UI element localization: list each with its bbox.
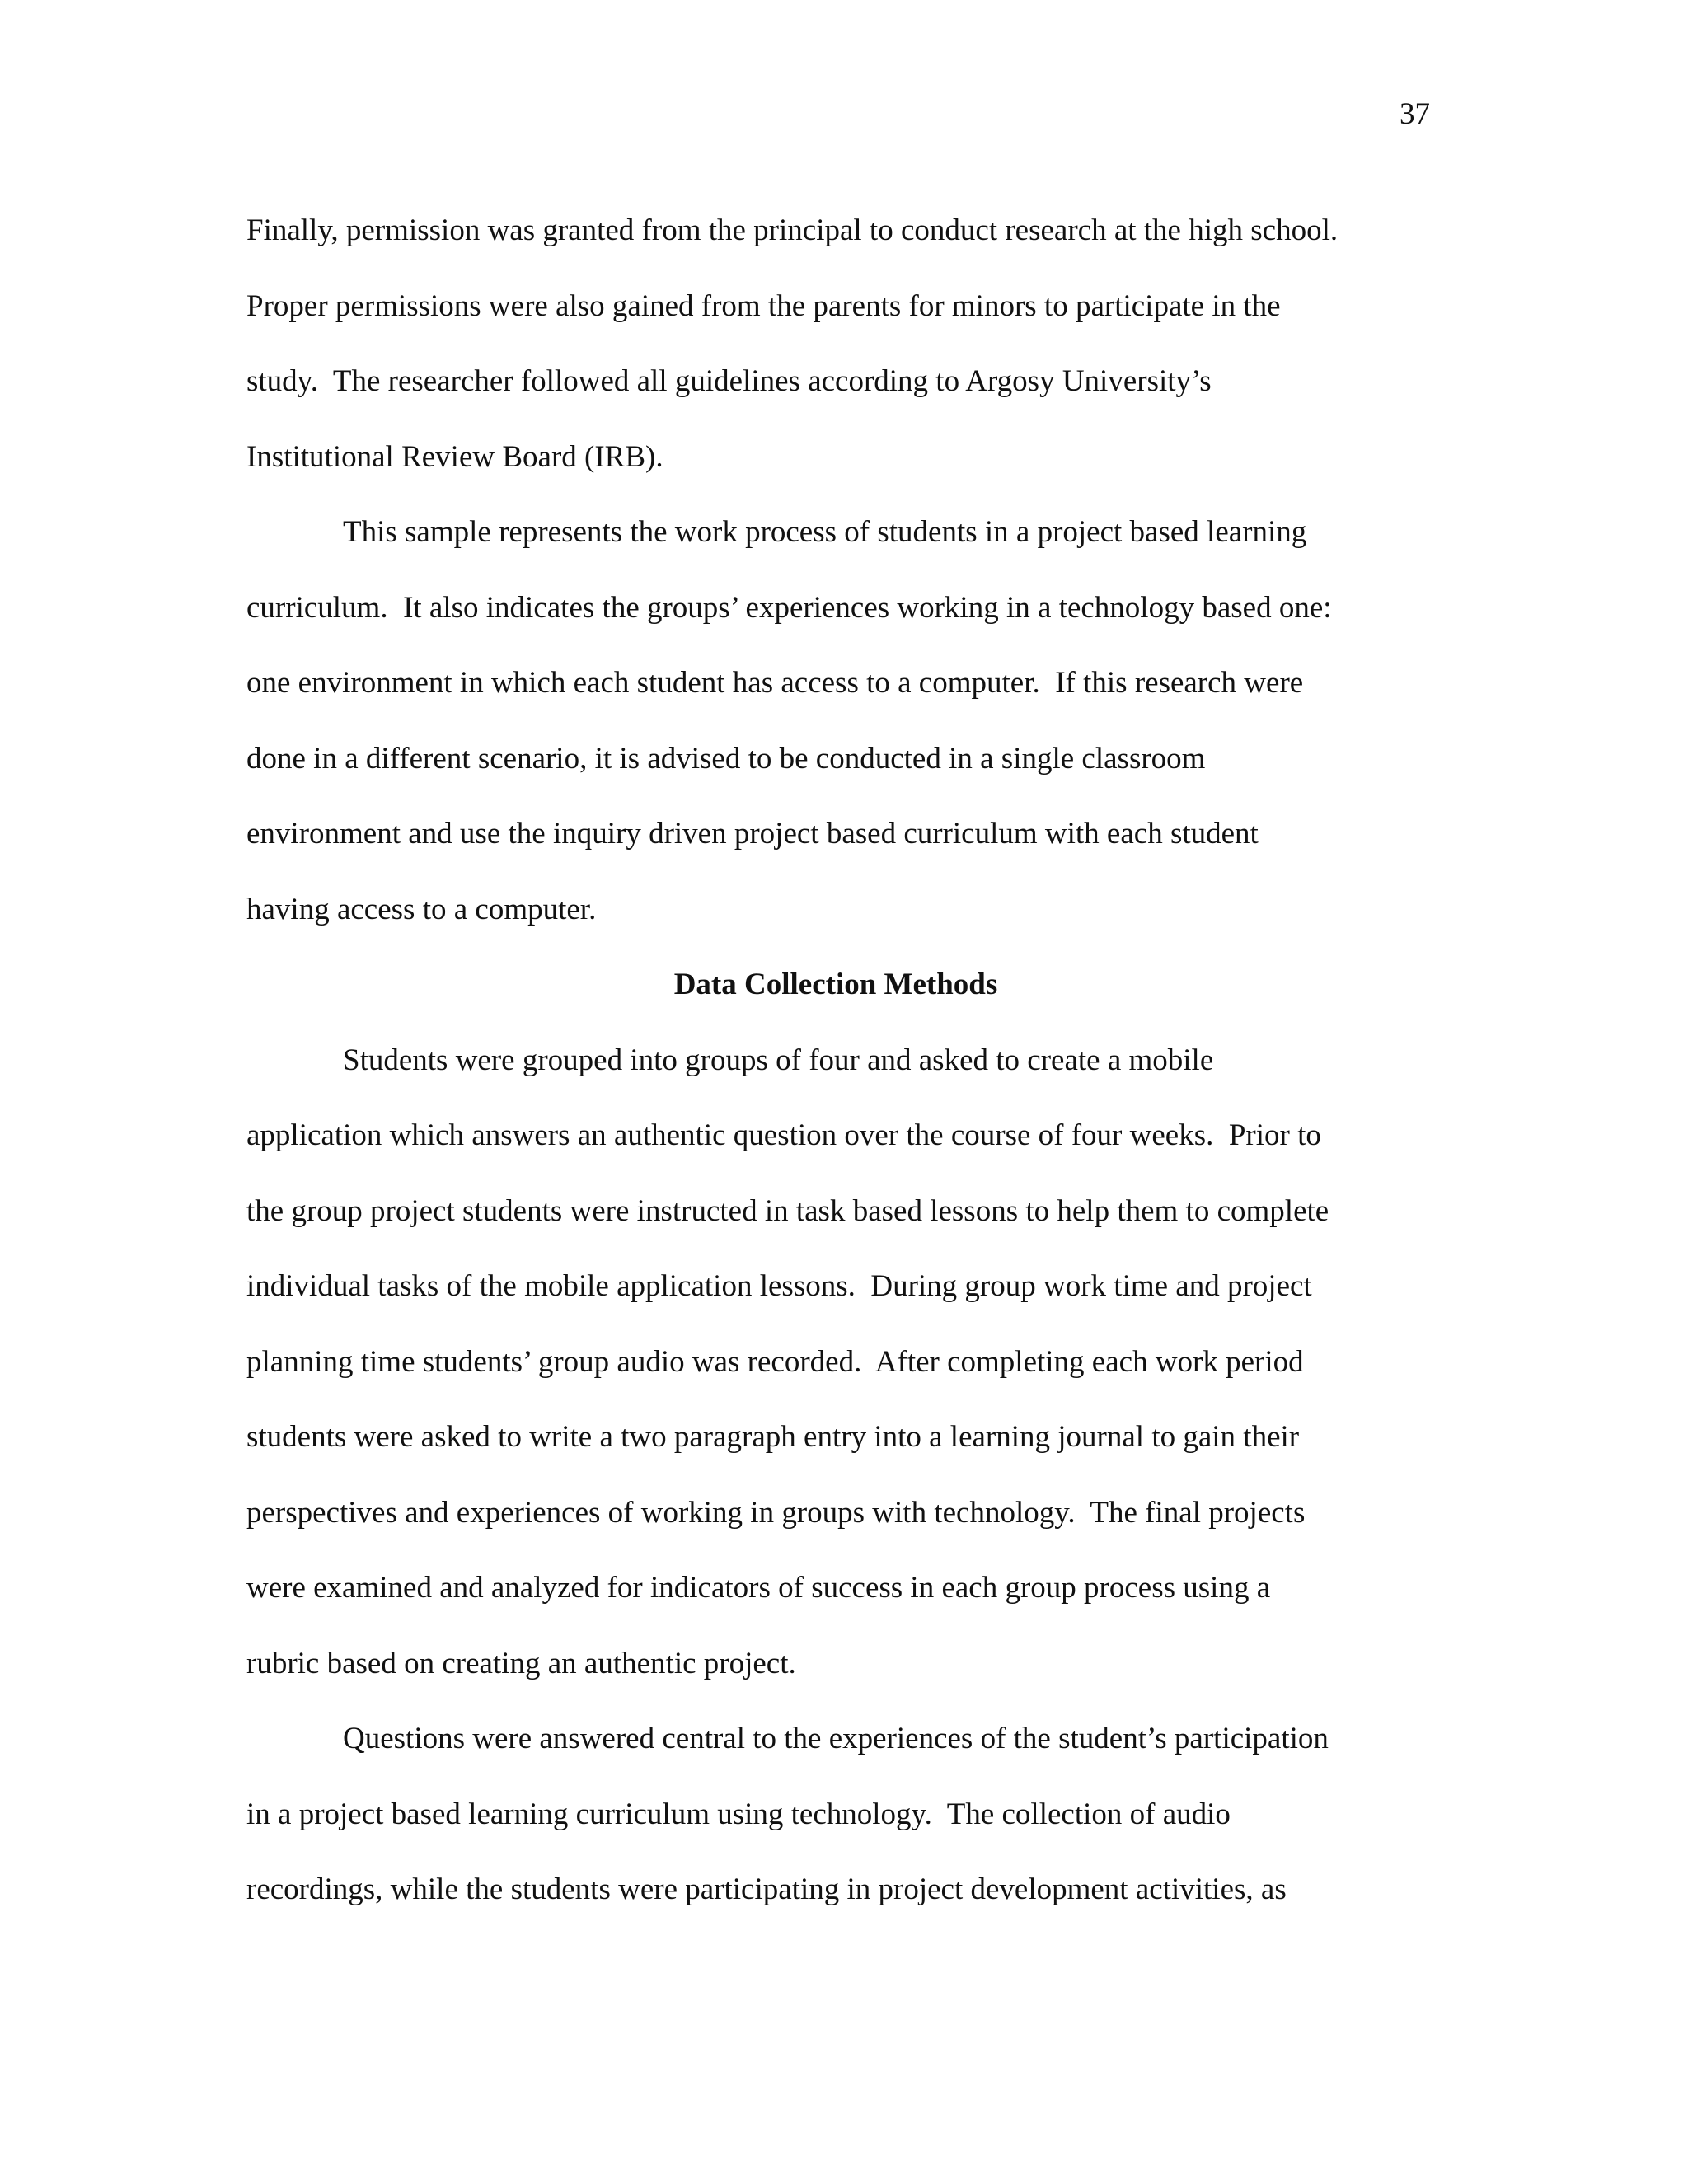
- paragraph-line: students were asked to write a two paragraph entry into a learning journal to gain their: [246, 1420, 1300, 1454]
- section-heading: Data Collection Methods: [673, 968, 998, 1001]
- paragraph-line: planning time students’ group audio was recorded. After completing each work period: [246, 1344, 1304, 1379]
- paragraph-line: individual tasks of the mobile application lessons. During group work time and project: [246, 1269, 1312, 1303]
- paragraph-line: Students were grouped into groups of four and asked to create a mobile: [343, 1043, 1214, 1077]
- paragraph-line: Proper permissions were also gained from the parents for minors to participate in the: [246, 288, 1281, 323]
- page-number: 37: [1400, 97, 1430, 131]
- body-text: [246, 193, 1425, 1928]
- paragraph-line: the group project students were instructed in task based lessons to help them to complete: [246, 1193, 1329, 1228]
- paragraph-line: recordings, while the students were participating in project development activities, as: [246, 1872, 1287, 1906]
- paragraph-line: one environment in which each student has access to a computer. If this research were: [246, 666, 1304, 700]
- paragraph-line: in a project based learning curriculum using technology. The collection of audio: [246, 1797, 1231, 1831]
- paragraph-line: rubric based on creating an authentic project.: [246, 1646, 796, 1680]
- paragraph-line: having access to a computer.: [246, 892, 597, 926]
- paragraph-line: application which answers an authentic question over the course of four weeks. Prior to: [246, 1118, 1321, 1152]
- paragraph-line: This sample represents the work process of students in a project based learning: [343, 515, 1307, 549]
- paragraph-line: curriculum. It also indicates the groups’ experiences working in a technology based one:: [246, 590, 1332, 625]
- paragraph-line: environment and use the inquiry driven project based curriculum with each student: [246, 817, 1259, 851]
- paragraph-line: done in a different scenario, it is advised to be conducted in a single classroom: [246, 741, 1206, 776]
- paragraph-line: were examined and analyzed for indicators of success in each group process using a: [246, 1571, 1271, 1605]
- paragraph-line: perspectives and experiences of working in groups with technology. The final projects: [246, 1495, 1306, 1530]
- paragraph-line: Questions were answered central to the experiences of the student’s participation: [343, 1722, 1329, 1755]
- paragraph-line: Institutional Review Board (IRB).: [246, 439, 663, 474]
- paragraph-line: study. The researcher followed all guidelines according to Argosy University’s: [246, 364, 1212, 398]
- paragraph-line: Finally, permission was granted from the principal to conduct research at the high school.: [246, 213, 1339, 247]
